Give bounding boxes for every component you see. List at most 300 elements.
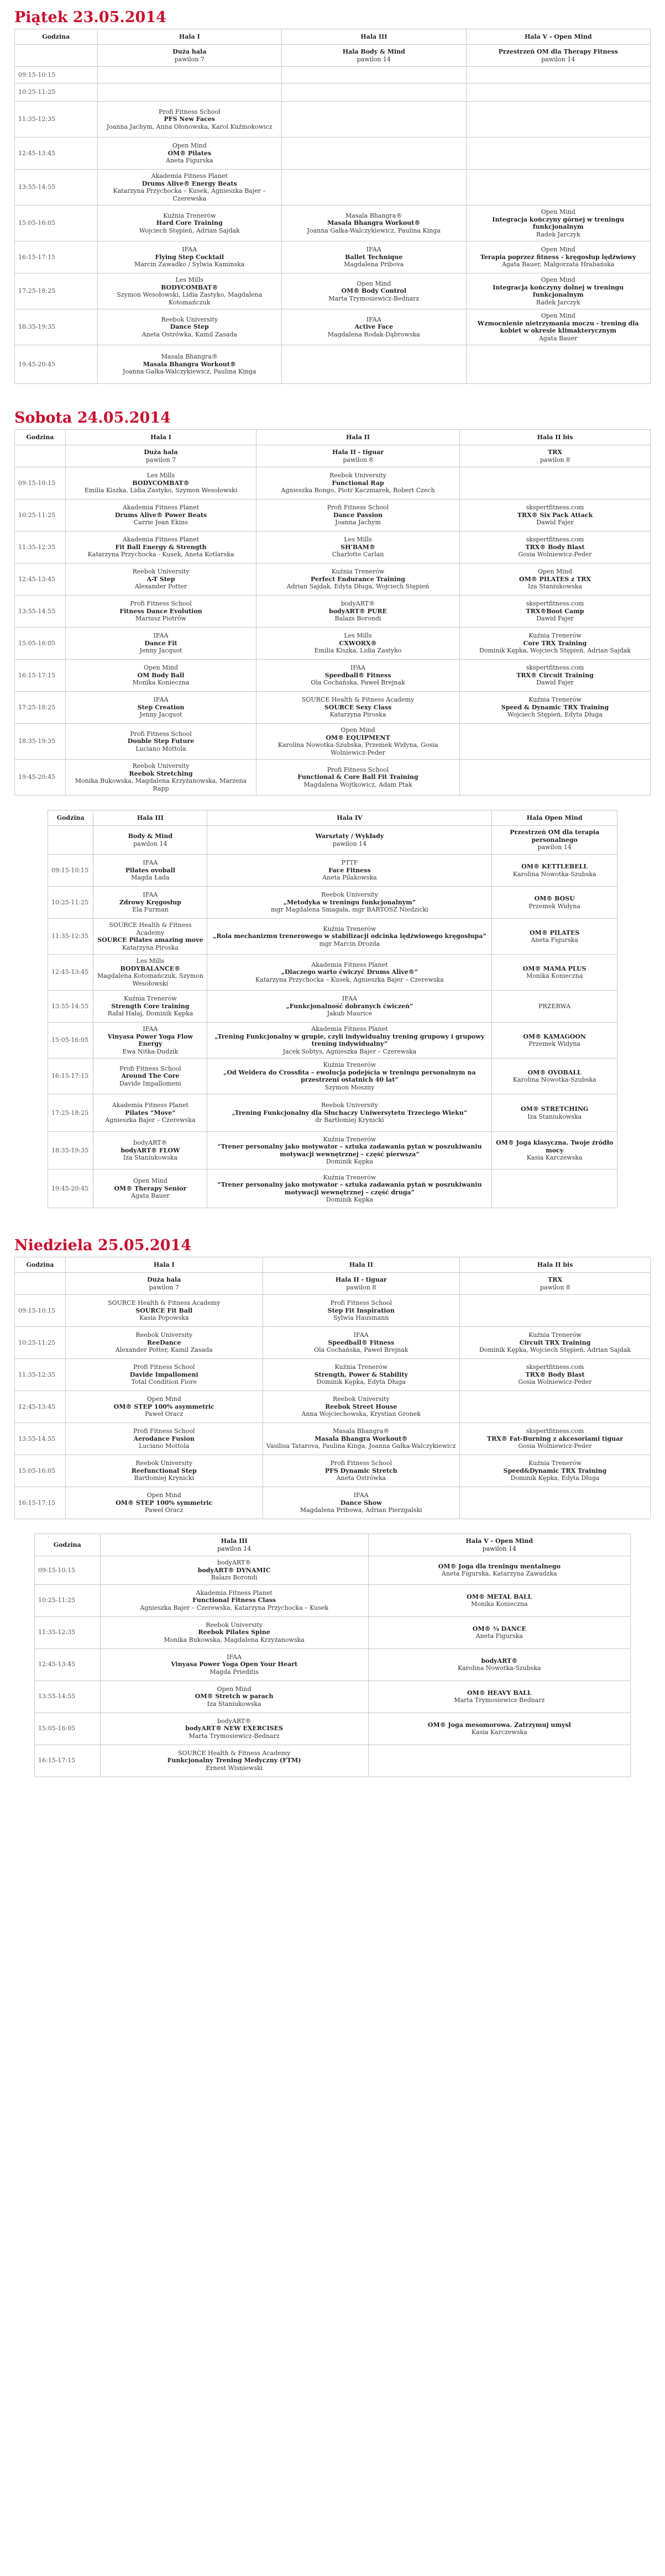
class-detail: Ola Cochańska, Paweł Brejnak: [311, 679, 405, 687]
schedule-table-wrap: [14, 810, 651, 1208]
empty-cell: [492, 1170, 617, 1208]
class-detail: Profi Fitness School: [133, 1363, 195, 1371]
session-cell: [460, 1327, 651, 1359]
session-cell: [460, 628, 651, 660]
empty-cell: [466, 67, 651, 83]
class-detail: Aneta Pilakowska: [322, 874, 377, 882]
class-name: Speedball® Fitness: [324, 671, 391, 679]
class-detail: IFAA: [227, 1653, 242, 1661]
time-cell: 15:05-16:05: [48, 1023, 93, 1058]
class-detail: Dawid Fajer: [536, 615, 574, 623]
session-cell: [282, 309, 467, 345]
session-cell: [93, 1058, 207, 1094]
session-cell: [66, 628, 256, 660]
hall-info: [256, 445, 460, 467]
class-detail: Joanna Gałka-Walczykiewicz, Paulina Kinga: [307, 226, 441, 234]
time-cell: 10:25-11:25: [15, 83, 98, 102]
time-slot-row: [15, 1295, 651, 1327]
time-cell: 17:25-18:25: [48, 1094, 93, 1132]
day-title: Sobota 24.05.2014: [14, 409, 171, 426]
session-cell: [100, 1681, 368, 1713]
column-header-label: Hala III: [137, 814, 164, 821]
column-header: [66, 1257, 263, 1273]
session-cell: [66, 760, 256, 796]
class-detail: Akademia Fitness Planet: [311, 961, 388, 968]
class-detail: Karolina Nowotka-Szubska: [512, 1076, 596, 1083]
class-detail: Reebok University: [132, 568, 190, 576]
session-cell: [492, 855, 617, 887]
session-cell: [263, 1327, 460, 1359]
class-detail: Joanna Jachym: [335, 519, 381, 526]
session-cell: [492, 991, 617, 1023]
class-detail: Dominik Kępka, Wojciech Stępień, Adrian Sajdak: [479, 647, 631, 655]
time-cell: 10:25-11:25: [15, 499, 66, 531]
class-detail: Profi Fitness School: [330, 1299, 392, 1307]
class-detail: Les Mills: [146, 472, 175, 480]
class-name: Dance Step: [170, 323, 209, 331]
class-name: Double Step Future: [127, 737, 195, 745]
session-cell: [460, 563, 651, 596]
class-name: OM® Joga dla treningu mentalnego: [438, 1562, 561, 1570]
column-header: [263, 1257, 460, 1273]
class-detail: skspertfitness.com: [526, 536, 584, 544]
class-name: Vinyasa Power Yoga Flow Energy: [107, 1032, 193, 1047]
class-detail: Kuźnia Trenerów: [323, 1135, 376, 1143]
session-cell: [263, 1295, 460, 1327]
column-header-label: Hala II: [346, 433, 370, 441]
header-row: [15, 430, 651, 445]
class-detail: Profi Fitness School: [119, 1065, 181, 1072]
time-cell: 18:35-19:35: [15, 309, 98, 345]
class-detail: Aneta Ostrówka, Kamil Zasada: [142, 330, 237, 338]
class-detail: Profi Fitness School: [327, 766, 389, 773]
class-detail: PRZERWA: [538, 1002, 571, 1010]
session-cell: [368, 1556, 630, 1585]
class-detail: Magdalena Wojtkowicz, Adam Ptak: [303, 781, 412, 788]
class-detail: Agata Bauer: [538, 334, 578, 342]
time-cell: 15:05-16:05: [15, 206, 98, 241]
class-name: bodyART® PURE: [329, 607, 387, 615]
hall-name: Body & Mind: [128, 833, 173, 840]
session-cell: [492, 1023, 617, 1058]
class-detail: Carrie Jean Ekins: [133, 519, 188, 526]
empty-cell: [282, 102, 467, 138]
session-cell: [492, 1058, 617, 1094]
time-slot-row: [15, 309, 651, 345]
class-name: „Funkcjonalność dobranych ćwiczeń”: [286, 1002, 413, 1010]
hall-name: Hala Body & Mind: [342, 48, 405, 55]
session-cell: [66, 531, 256, 563]
class-name: TRX® Circuit Training: [516, 671, 594, 679]
class-name: SOURCE Sexy Class: [324, 703, 392, 711]
class-name: Step Fit Inspiration: [327, 1307, 395, 1314]
class-detail: Monika Konieczna: [471, 1600, 528, 1608]
class-detail: Dominik Kępka, Edyta Długa: [510, 1474, 600, 1482]
class-detail: Magdalena Rodak-Dąbrowska: [327, 330, 420, 338]
schedule-table: [14, 1257, 651, 1519]
class-name: PFS New Faces: [164, 115, 215, 123]
class-detail: skspertfitness.com: [526, 664, 584, 672]
class-name: Core TRX Training: [523, 639, 587, 647]
class-detail: Jacek Sobtys, Agnieszka Bajer – Czerewska: [282, 1047, 417, 1055]
empty-cell: [466, 83, 651, 102]
session-cell: [93, 855, 207, 887]
column-header: [466, 29, 651, 45]
class-detail: Reebok University: [206, 1621, 263, 1629]
session-cell: [263, 1455, 460, 1487]
time-cell: 09:15-10:15: [15, 467, 66, 499]
class-name: SOURCE Fit Ball: [135, 1307, 193, 1314]
class-detail: Gosia Wolniewicz-Peder: [518, 1378, 592, 1386]
class-detail: PTTF: [341, 859, 358, 867]
schedule-table-wrap: [14, 429, 651, 796]
class-detail: Les Mills: [344, 632, 372, 640]
time-slot-row: [48, 955, 617, 991]
class-name: OM® ¾ DANCE: [472, 1625, 526, 1632]
time-slot-row: [15, 1423, 651, 1455]
class-name: BODYBALANCE®: [120, 965, 181, 972]
class-name: “Trener personalny jako motywator – sztuka zadawania pytań w poszukiwaniu motywacji wewnętrznej – część pierwsza”: [217, 1143, 482, 1158]
class-detail: Kuźnia Trenerów: [323, 1061, 376, 1068]
class-detail: Marta Trymosiewicz-Bednarz: [454, 1697, 545, 1704]
time-slot-row: [15, 1359, 651, 1391]
session-cell: [207, 1094, 492, 1132]
time-slot-row: [48, 855, 617, 887]
class-detail: Agnieszka Bajer – Czerewska: [105, 1116, 196, 1124]
class-name: Pilates “Move”: [125, 1109, 176, 1116]
time-slot-row: [15, 499, 651, 531]
class-detail: Akademia Fitness Planet: [122, 536, 200, 544]
class-detail: Rafał Hałaj, Dominik Kępka: [107, 1010, 193, 1018]
time-slot-row: [15, 170, 651, 206]
class-name: OM® Joga klasyczna. Twoje źródło mocy: [496, 1139, 614, 1154]
day-section: [0, 409, 665, 1208]
class-detail: bodyART®: [217, 1559, 252, 1566]
column-header: [460, 430, 651, 445]
session-cell: [93, 887, 207, 919]
class-detail: Profi Fitness School: [330, 1460, 392, 1467]
class-detail: Open Mind: [146, 1492, 181, 1499]
class-detail: IFAA: [350, 664, 365, 672]
class-name: OM® KETTLEBELL: [521, 863, 588, 870]
session-cell: [100, 1745, 368, 1777]
class-name: Circuit TRX Training: [519, 1339, 591, 1346]
empty-cell: [15, 445, 66, 467]
class-name: OM® Stretch w parach: [195, 1693, 274, 1700]
hall-name: Duża hala: [144, 449, 178, 456]
class-detail: Agata Bauer, Małgorzata Hrabańska: [502, 261, 615, 268]
class-detail: Aneta Figurska: [166, 157, 213, 165]
class-detail: Open Mind: [217, 1685, 252, 1693]
class-detail: Reebok University: [332, 1395, 390, 1403]
time-slot-row: [48, 919, 617, 955]
session-cell: [282, 273, 467, 309]
class-detail: Ernest Wisniewski: [206, 1764, 263, 1772]
class-name: Drums Alive® Power Beats: [114, 511, 207, 519]
class-name: BODYCOMBAT®: [161, 283, 218, 291]
class-detail: Dawid Fajer: [536, 519, 574, 526]
time-slot-row: [48, 887, 617, 919]
hall-name: TRX: [548, 1276, 562, 1283]
class-detail: Adrian Sajdak, Edyta Długa, Wojciech Stępień: [286, 583, 430, 591]
class-detail: Anna Wojciechowska, Krystian Gronek: [301, 1410, 421, 1418]
class-detail: Kuźnia Trenerów: [528, 696, 582, 704]
class-name: Speedball® Fitness: [328, 1339, 395, 1346]
time-cell: 16:15-17:15: [48, 1058, 93, 1094]
session-cell: [66, 660, 256, 692]
class-detail: Kuźnia Trenerów: [124, 995, 177, 1003]
column-header: [282, 29, 467, 45]
session-cell: [93, 1132, 207, 1170]
empty-cell: [460, 1391, 651, 1423]
session-cell: [97, 309, 282, 345]
column-header: [15, 29, 98, 45]
class-detail: Luciano Mottola: [135, 745, 186, 752]
time-cell: 16:15-17:15: [15, 241, 98, 273]
class-detail: Profi Fitness School: [130, 730, 192, 737]
column-header-label: Hala Open Mind: [526, 814, 583, 821]
time-cell: 13:55-14:55: [48, 991, 93, 1023]
empty-cell: [97, 67, 282, 83]
session-cell: [97, 102, 282, 138]
class-name: Funkcjonalny Trening Medyczny (FTM): [167, 1757, 301, 1764]
column-header: [460, 1257, 651, 1273]
session-cell: [460, 499, 651, 531]
time-slot-row: [48, 991, 617, 1023]
time-slot-row: [15, 531, 651, 563]
class-name: OM Body Ball: [137, 671, 185, 679]
subheader-row: [15, 445, 651, 467]
class-name: Wzmocnienie nietrzymania moczu - trening dla kobiet w okresie klimakterycznym: [477, 319, 639, 334]
session-cell: [256, 531, 460, 563]
session-cell: [66, 596, 256, 628]
session-cell: [207, 955, 492, 991]
empty-cell: [282, 67, 467, 83]
pavilion-label: pawilon 14: [357, 55, 391, 63]
session-cell: [492, 955, 617, 991]
class-detail: Iza Staniukowska: [123, 1154, 177, 1162]
session-cell: [466, 206, 651, 241]
hall-info: [263, 1273, 460, 1295]
column-header: [492, 810, 617, 826]
session-cell: [207, 1023, 492, 1058]
class-name: Speed&Dynamic TRX Training: [503, 1467, 607, 1474]
time-cell: 12:45-13:45: [15, 138, 98, 170]
hall-name: TRX: [548, 449, 562, 456]
class-name: “Trener personalny jako motywator – sztuka zadawania pytań w poszukiwaniu motywacji wewnętrznej – część druga”: [217, 1181, 482, 1196]
class-detail: SOURCE Health & Fitness Academy: [108, 1299, 221, 1307]
class-detail: Ola Cochańska, Paweł Brejnak: [314, 1346, 409, 1354]
session-cell: [93, 955, 207, 991]
column-header: [35, 1534, 101, 1556]
pavilion-label: pawilon 8: [540, 456, 570, 463]
class-detail: Katarzyna Piroska: [329, 711, 386, 719]
time-cell: 11:35-12:35: [35, 1616, 101, 1648]
time-slot-row: [15, 628, 651, 660]
session-cell: [97, 345, 282, 384]
class-name: OM® STEP 100% symmetric: [116, 1499, 213, 1506]
class-detail: Aneta Figurska: [475, 1632, 523, 1640]
session-cell: [460, 692, 651, 724]
class-detail: Reebok University: [329, 472, 386, 480]
pavilion-label: pawilon 7: [145, 456, 176, 463]
session-cell: [368, 1616, 630, 1648]
schedule-table: [14, 29, 651, 384]
class-detail: Balazs Borondi: [211, 1574, 258, 1581]
time-slot-row: [35, 1584, 631, 1616]
subheader-row: [15, 1273, 651, 1295]
time-cell: 19:45-20:45: [15, 760, 66, 796]
session-cell: [492, 1132, 617, 1170]
class-detail: Jakub Maurice: [327, 1010, 373, 1018]
time-cell: 16:15-17:15: [15, 1487, 66, 1519]
class-name: Hard Core Training: [156, 219, 223, 227]
class-name: Integracja kończyny dolnej w treningu funkcjonalnym: [493, 283, 624, 298]
class-name: bodyART® FLOW: [121, 1146, 180, 1154]
session-cell: [263, 1487, 460, 1519]
empty-cell: [282, 138, 467, 170]
column-header: [15, 430, 66, 445]
hall-name: Duża hala: [147, 1276, 181, 1283]
class-detail: Open Mind: [541, 208, 575, 215]
hall-info: [282, 45, 467, 67]
class-name: Vinyasa Power Yoga Open Your Heart: [171, 1661, 298, 1668]
class-detail: Open Mind: [143, 664, 179, 672]
session-cell: [207, 887, 492, 919]
empty-cell: [48, 826, 93, 855]
pavilion-label: pawilon 14: [537, 844, 572, 851]
class-detail: Alexander Potter: [134, 583, 187, 591]
schedule-table-wrap: [14, 29, 651, 384]
class-detail: dr Bartłomiej Krynicki: [315, 1116, 384, 1124]
class-detail: Reebok University: [132, 762, 190, 770]
column-header-label: Hala II bis: [537, 1261, 573, 1268]
class-name: Reefunctional Step: [131, 1467, 197, 1474]
class-detail: Agnieszka Rongo, Piotr Kaczmarek, Robert Czech: [281, 487, 435, 494]
class-detail: Agata Bauer: [131, 1192, 170, 1200]
session-cell: [256, 628, 460, 660]
class-name: OM® METAL BALL: [467, 1593, 532, 1600]
class-detail: Szymon Wesołowski, Lidia Zastyko, Magdalena Kotomańczuk: [117, 291, 263, 306]
class-name: Aerodance Fusion: [133, 1435, 195, 1442]
class-detail: Katarzyna Przychocka – Kusek, Agnieszka Bajer – Czerewska: [255, 976, 444, 983]
class-name: OM® EQUIPMENT: [326, 734, 390, 741]
class-detail: skspertfitness.com: [526, 600, 584, 608]
class-name: bodyART® NEW EXERCISES: [185, 1725, 284, 1732]
class-detail: Kuźnia Trenerów: [323, 925, 376, 933]
class-detail: Dominik Kępka, Wojciech Stępień, Adrian Sajdak: [479, 1346, 631, 1354]
class-detail: Marcin Zawadko / Sylwia Kaminska: [134, 261, 245, 268]
class-detail: Jenny Jacquot: [139, 711, 182, 719]
session-cell: [207, 1058, 492, 1094]
class-detail: Open Mind: [146, 1395, 181, 1403]
class-detail: Marta Trymosiewicz-Bednarz: [188, 1732, 280, 1740]
class-detail: Reebok University: [135, 1331, 193, 1339]
class-detail: Katarzyna Przychocka – Kusek, Agnieszka Bajer – Czerewska: [113, 187, 266, 202]
empty-cell: [460, 1487, 651, 1519]
class-detail: Akademia Fitness Planet: [112, 1102, 188, 1109]
class-name: Davide Impallomeni: [129, 1371, 198, 1378]
class-name: Masala Bhangra Workout®: [327, 219, 421, 227]
class-detail: Kuźnia Trenerów: [528, 632, 582, 640]
hall-name: Duża hala: [172, 48, 207, 55]
session-cell: [466, 309, 651, 345]
empty-cell: [15, 45, 98, 67]
column-header-label: Hala I: [150, 433, 171, 441]
class-name: OM® Body Control: [341, 287, 407, 295]
column-header: [207, 810, 492, 826]
session-cell: [93, 1023, 207, 1058]
class-detail: IFAA: [342, 995, 357, 1003]
column-header-label: Hala IV: [337, 814, 363, 821]
time-slot-row: [15, 596, 651, 628]
class-name: OM® BOSU: [534, 895, 575, 902]
pavilion-label: pawilon 8: [346, 1283, 376, 1291]
class-name: Fit Ball Energy & Strength: [115, 543, 207, 551]
class-detail: Kuźnia Trenerów: [331, 568, 385, 576]
class-detail: Alexander Potter, Kamil Zasada: [115, 1346, 213, 1354]
empty-cell: [466, 138, 651, 170]
class-name: „Trening Funkcjonalny w grupie, czyli indywidualny trening grupowy i grupowy trening indywidualny”: [214, 1032, 485, 1047]
time-slot-row: [48, 1170, 617, 1208]
class-detail: Open Mind: [541, 276, 575, 283]
class-detail: Akademia Fitness Planet: [196, 1589, 273, 1597]
class-detail: Magda Łada: [131, 874, 170, 882]
session-cell: [256, 692, 460, 724]
class-detail: Kasia Karczewska: [471, 1729, 527, 1736]
class-detail: Magdalena Pribowa, Adrian Pierzgalski: [300, 1506, 422, 1514]
class-detail: Szymon Moszny: [324, 1083, 375, 1091]
empty-cell: [282, 83, 467, 102]
column-header: [66, 430, 256, 445]
time-slot-row: [15, 760, 651, 796]
time-cell: 18:35-19:35: [48, 1132, 93, 1170]
session-cell: [207, 1132, 492, 1170]
class-name: OM® STRETCHING: [521, 1105, 589, 1113]
class-detail: IFAA: [353, 1492, 369, 1499]
time-cell: 13:55-14:55: [15, 596, 66, 628]
time-cell: 17:25-18:25: [15, 692, 66, 724]
class-detail: Open Mind: [133, 1177, 167, 1185]
class-detail: bodyART®: [133, 1139, 167, 1147]
time-slot-row: [15, 1391, 651, 1423]
class-name: Functional Fitness Class: [192, 1597, 276, 1604]
session-cell: [256, 563, 460, 596]
class-detail: Ela Furman: [132, 906, 169, 914]
class-detail: Dominik Kępka: [326, 1158, 373, 1165]
class-detail: Les Mills: [344, 536, 372, 544]
session-cell: [263, 1359, 460, 1391]
class-detail: Luciano Mottola: [139, 1442, 190, 1450]
session-cell: [256, 760, 460, 796]
class-detail: Gosia Wolniewicz-Peder: [518, 1442, 592, 1450]
class-detail: Monika Konieczna: [132, 679, 190, 687]
class-name: Dance Passion: [333, 511, 383, 519]
session-cell: [97, 241, 282, 273]
class-name: Speed & Dynamic TRX Training: [501, 703, 609, 711]
class-detail: Karolina Nowotka-Szubska, Przemek Widyna, Gosia Wolniewicz-Peder: [277, 741, 438, 756]
class-detail: Jenny Jacquot: [139, 647, 182, 655]
class-name: Face Fitness: [328, 866, 371, 874]
class-name: „Dlaczego warto ćwiczyć Drums Alive®”: [281, 968, 418, 976]
time-slot-row: [15, 206, 651, 241]
class-detail: Kuźnia Trenerów: [163, 212, 216, 219]
class-detail: Monika Bukowska, Magdalena Krzyżanowska: [164, 1636, 305, 1643]
hall-info: [66, 1273, 263, 1295]
empty-cell: [460, 1295, 651, 1327]
session-cell: [460, 531, 651, 563]
time-cell: 12:45-13:45: [15, 1391, 66, 1423]
